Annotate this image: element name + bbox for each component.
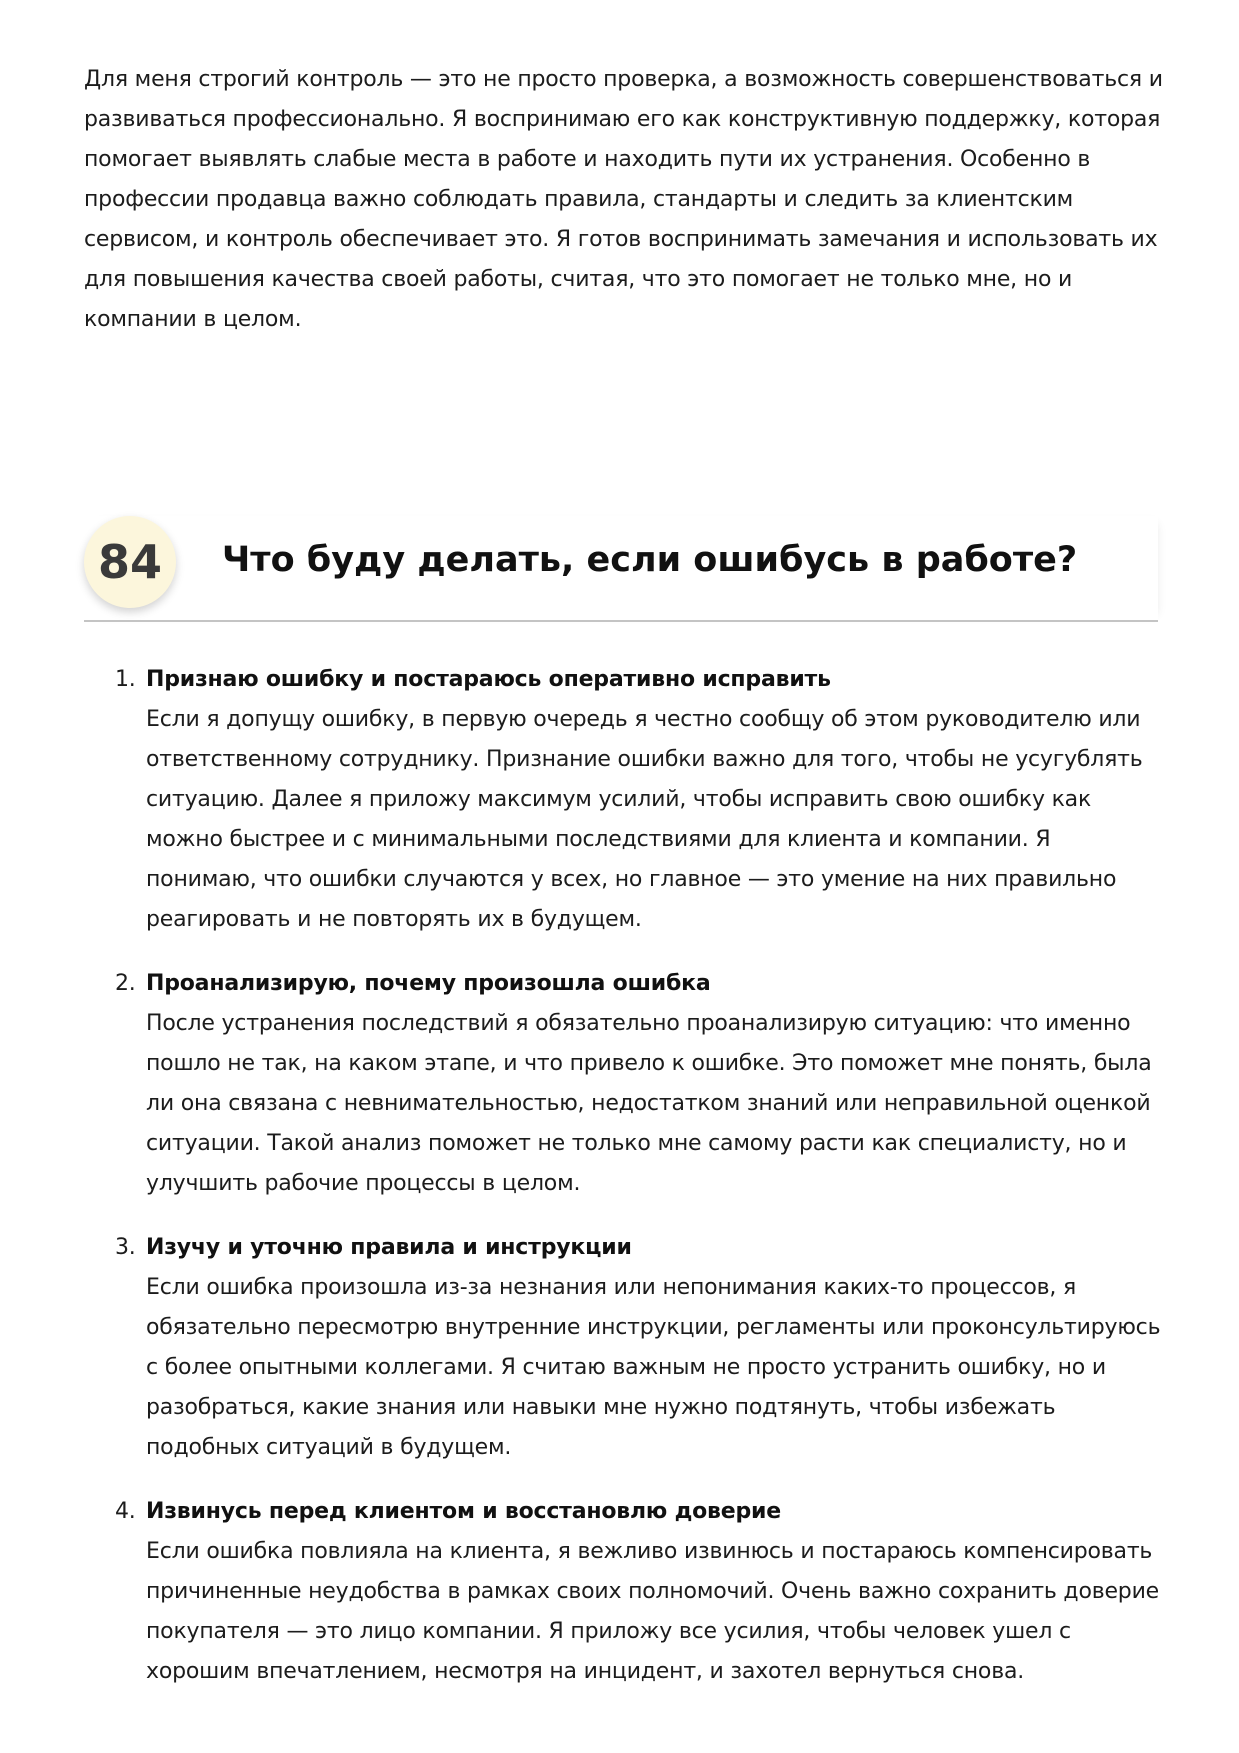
- intro-paragraph: Для меня строгий контроль — это не просто проверка, а возможность совершенствоваться и развиваться профессионально. Я воспринимаю его как конструктивную поддержку, которая помогает выявлять слабые места в работе и находить пути их устранения. Особенно в профессии продавца важно соблюдать правила, стандарты и следить за клиентским сервисом, и контроль обеспечивает это. Я готов воспринимать замечания и использовать их для повышения качества своей работы, считая, что это помогает не только мне, но и компании в целом.: [84, 67, 1163, 332]
- list-item-number: 3.: [115, 1235, 136, 1260]
- list-item-title: Проанализирую, почему произошла ошибка: [146, 971, 711, 996]
- list-item: [115, 1492, 1165, 1692]
- list-item-body: После устранения последствий я обязательно проанализирую ситуацию: что именно пошло не так, на каком этапе, и что привело к ошибке. Это поможет мне понять, была ли она связана с невнимательностью, недостатком знаний или неправильной оценкой ситуации. Такой анализ поможет не только мне самому расти как специалисту, но и улучшить рабочие процессы в целом.: [146, 1011, 1152, 1196]
- list-item: [115, 660, 1165, 940]
- list-item-number: 4.: [115, 1499, 136, 1524]
- list-item-title: Изучу и уточню правила и инструкции: [146, 1235, 632, 1260]
- list-item-body: Если ошибка произошла из-за незнания или непонимания каких-то процессов, я обязательно пересмотрю внутренние инструкции, регламенты или проконсультируюсь с более опытными коллегами. Я считаю важным не просто устранить ошибку, но и разобраться, какие знания или навыки мне нужно подтянуть, чтобы избежать подобных ситуаций в будущем.: [146, 1275, 1161, 1460]
- section-header: [84, 516, 1158, 622]
- list-item-title: Извинусь перед клиентом и восстановлю доверие: [146, 1499, 781, 1524]
- question-number-badge: 84: [84, 516, 176, 608]
- list-item-body: Если я допущу ошибку, в первую очередь я честно сообщу об этом руководителю или ответственному сотруднику. Признание ошибки важно для того, чтобы не усугублять ситуацию. Далее я приложу максимум усилий, чтобы исправить свою ошибку как можно быстрее и с минимальными последствиями для клиента и компании. Я понимаю, что ошибки случаются у всех, но главное — это умение на них правильно реагировать и не повторять их в будущем.: [146, 707, 1143, 932]
- list-item-number: 2.: [115, 971, 136, 996]
- list-item: [115, 964, 1165, 1204]
- list-item-body: Если ошибка повлияла на клиента, я вежливо извинюсь и постараюсь компенсировать причиненные неудобства в рамках своих полномочий. Очень важно сохранить доверие покупателя — это лицо компании. Я приложу все усилия, чтобы человек ушел с хорошим впечатлением, несмотря на инцидент, и захотел вернуться снова.: [146, 1539, 1160, 1684]
- section-title: Что буду делать, если ошибусь в работе?: [222, 540, 1078, 580]
- list-item-number: 1.: [115, 667, 136, 692]
- answer-list: [115, 660, 1165, 1716]
- list-item-title: Признаю ошибку и постараюсь оперативно исправить: [146, 667, 831, 692]
- list-item: [115, 1228, 1165, 1468]
